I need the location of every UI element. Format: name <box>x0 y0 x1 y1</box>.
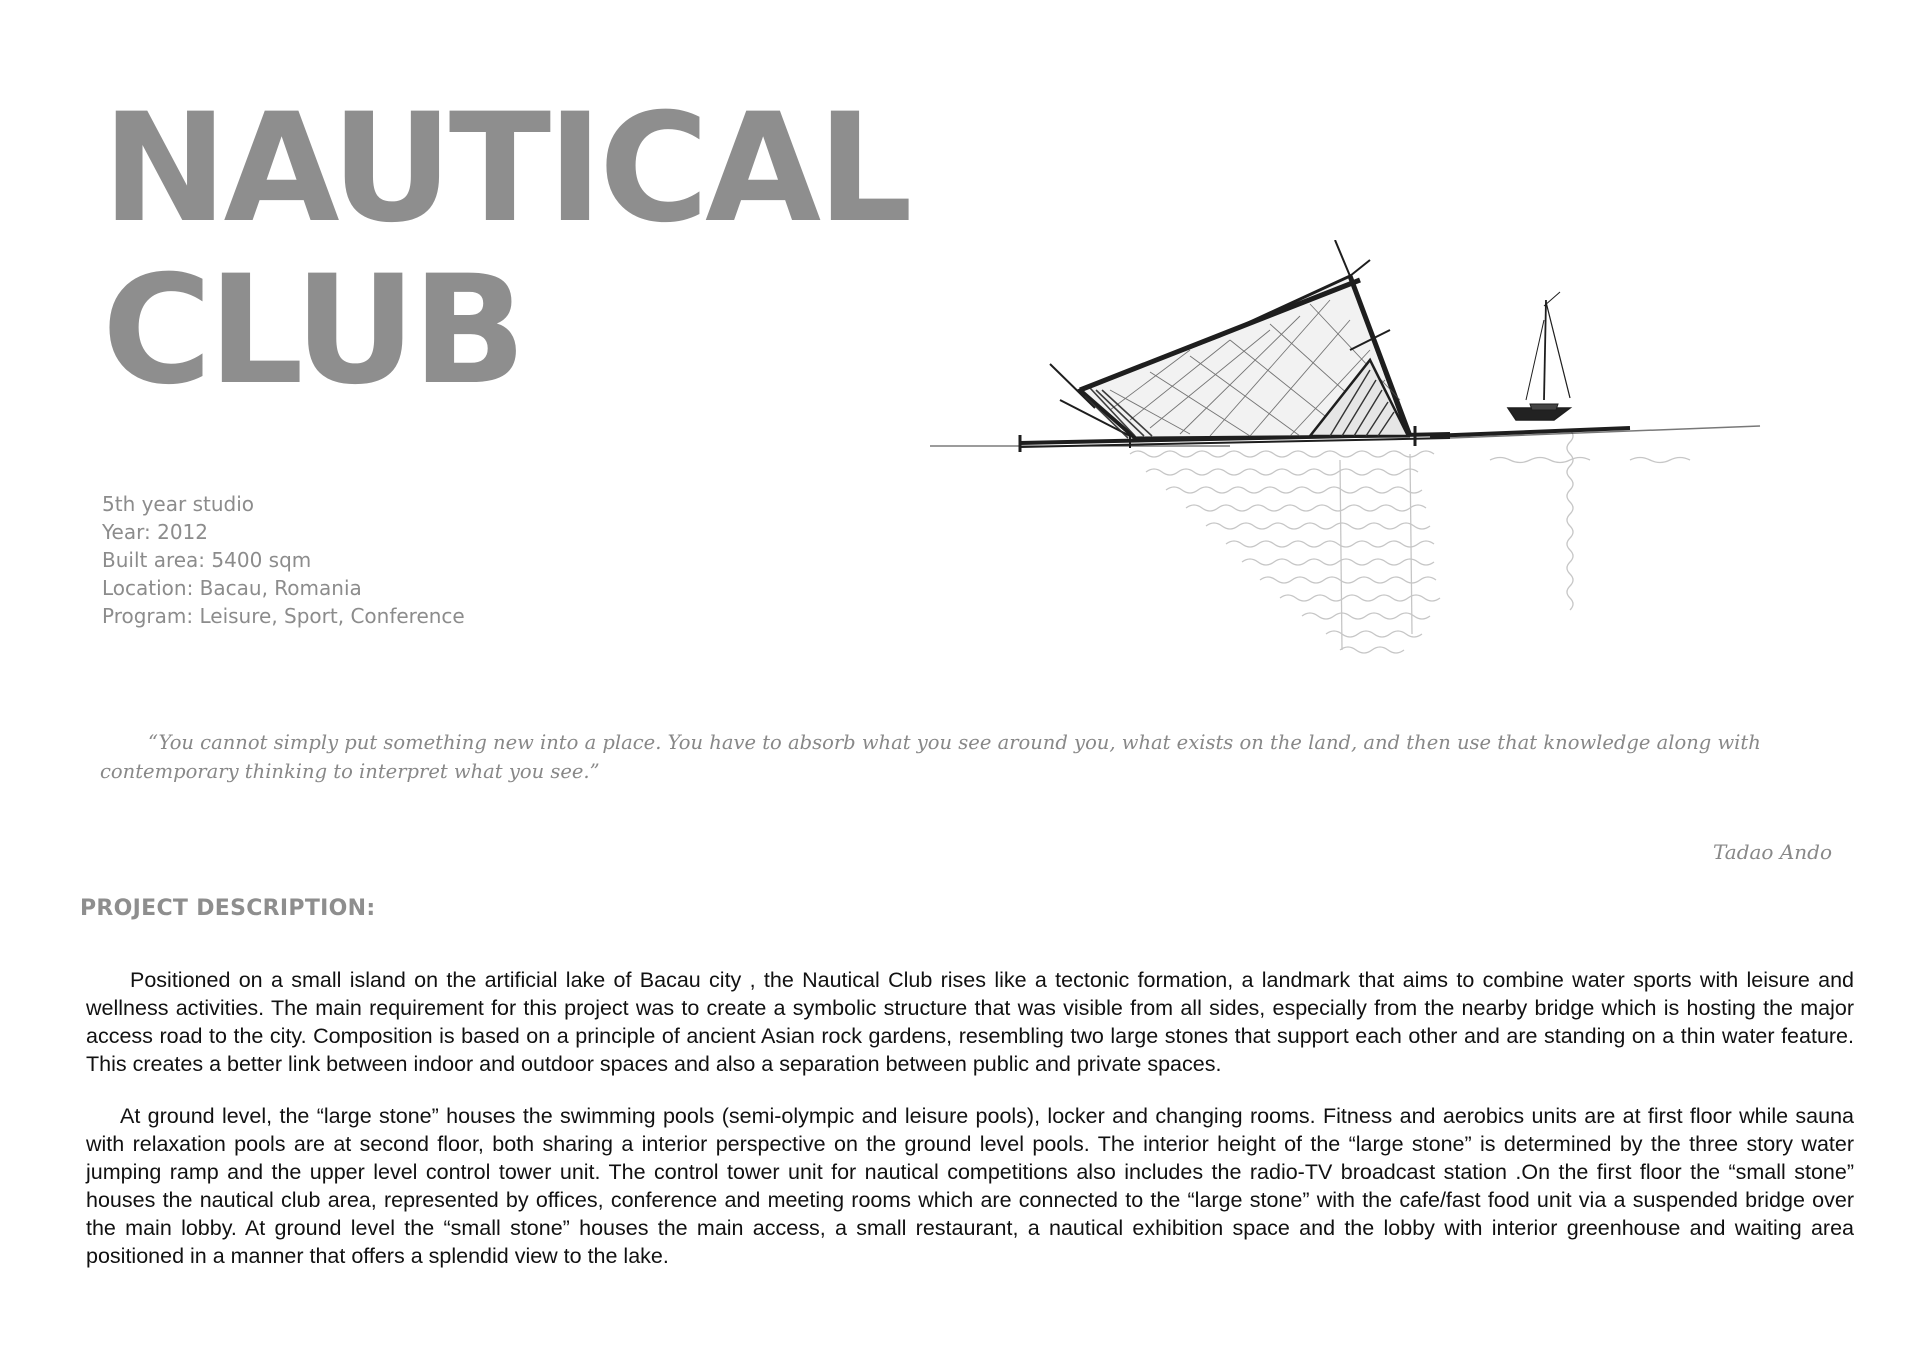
title-line-1: NAUTICAL <box>102 82 909 256</box>
title-line-2: CLUB <box>102 244 523 418</box>
meta-location: Location: Bacau, Romania <box>102 576 362 600</box>
project-title <box>102 82 909 418</box>
project-meta <box>102 490 465 630</box>
project-description <box>86 966 1854 1294</box>
quote-text: “You cannot simply put something new into a place. You have to absorb what you see around you, what exists on the land, and then use that knowledge along with contemporary thinking to interpret what you see.” <box>100 731 1761 783</box>
meta-built-area: Built area: 5400 sqm <box>102 548 312 572</box>
description-paragraph: At ground level, the “large stone” houses the swimming pools (semi-olympic and leisure pools), locker and changing rooms. Fitness and aerobics units are at first floor while sauna with relaxation pools are at second floor, both sharing a interior perspective on the ground level pools. The interior height of the “large stone” is determined by the three story water jumping ramp and the upper level control tower unit. The control tower unit for nautical competitions also includes the radio-TV broadcast station .On the first floor the “small stone” houses the nautical club area, represented by offices, conference and meeting rooms which are connected to the “large stone” with the cafe/fast food unit via a suspended bridge over the main lobby. At ground level the “small stone” houses the main access, a small restaurant, a nautical exhibition space and the lobby with interior greenhouse and waiting area positioned in a manner that offers a splendid view to the lake. <box>86 1104 1854 1268</box>
description-paragraph: Positioned on a small island on the artificial lake of Bacau city , the Nautical Club rises like a tectonic formation, a landmark that aims to combine water sports with leisure and wellness activities. The main requirement for this project was to create a symbolic structure that was visible from all sides, especially from the nearby bridge which is hosting the major access road to the city. Composition is based on a principle of ancient Asian rock gardens, resembling two large stones that support each other and are standing on a thin water feature. This creates a better link between indoor and outdoor spaces and also a separation between public and private spaces. <box>86 968 1854 1076</box>
project-description-heading: PROJECT DESCRIPTION: <box>80 896 376 921</box>
meta-year: Year: 2012 <box>102 520 208 544</box>
meta-studio: 5th year studio <box>102 492 255 516</box>
meta-program: Program: Leisure, Sport, Conference <box>102 604 465 628</box>
building-sketch <box>930 240 1770 700</box>
sketch-water-reflection <box>1130 430 1690 653</box>
sketch-sailboat <box>1508 292 1570 420</box>
quote-author: Tadao Ando <box>1712 840 1832 864</box>
